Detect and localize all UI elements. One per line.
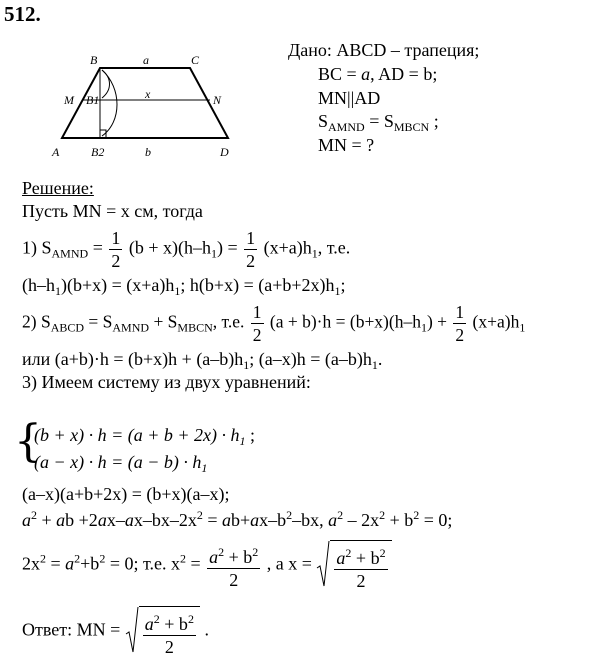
system-eq-2: $(a - x) \cdot h = (a - b) \cdot h_1$: [34, 452, 208, 475]
fraction-half-3: $\frac{1}{2}$: [252, 302, 262, 345]
given-line-3: MN||AD: [318, 88, 381, 108]
label-d: D: [220, 145, 229, 159]
solution-line-8: $a^2$ + ab $+2ax-ax-bx-2x^2 = ab+ax-b^2-bx$, $a^2 - 2x^2 + b^2 = 0$;: [22, 508, 453, 530]
solution-line-6: 3) Имеем систему из двух уравнений:: [22, 372, 311, 392]
system-brace: {: [14, 416, 42, 467]
label-b2: B2: [91, 145, 105, 159]
answer-line: Ответ: MN = $\frac{a^2 + b^2}{2}$ .: [22, 606, 209, 657]
solution-line-3: $(h-h_1)(b+x) = (x+a)h_1$; $h(b+x) = (a+b+2x)h_1$;: [22, 275, 346, 298]
given-line-1: Дано: ABCD – трапеция;: [288, 40, 480, 60]
label-n: N: [213, 93, 222, 107]
sqrt-answer: $\frac{a^2 + b^2}{2}$: [125, 606, 200, 657]
label-b1: B1: [86, 93, 100, 107]
given-line-4: $S_{AMND} = S_{MBCN}$ ;: [318, 111, 439, 134]
label-b: B: [90, 53, 98, 67]
arc-h1: [102, 70, 110, 98]
problem-number: 512.: [4, 2, 41, 26]
label-c: C: [191, 53, 200, 67]
label-m: M: [64, 93, 74, 107]
solution-line-7: (a–x)(a+b+2x) = (b+x)(a–x);: [22, 484, 230, 504]
given-line-5: MN = ?: [318, 135, 375, 155]
fraction-x-squared: $\frac{a^2 + b^2}{2}$: [207, 542, 260, 590]
label-x: x: [145, 87, 151, 101]
fraction-half-1: $\frac{1}{2}$: [111, 228, 121, 271]
solution-line-4: 2) $S_{ABCD} = S_{AMND} + S_{MBCN}$, т.е. $\frac{1}{2}$ $(a + b)\cdot h = (b+x)(h-h_1)$ + $\frac{1}{2}$ $(x+a)h_1$: [22, 302, 526, 345]
fraction-half-4: $\frac{1}{2}$: [455, 302, 465, 345]
solution-line-2: 1) $S_{AMND}$ = $\frac{1}{2}$ $(b + x)(h-h_1)$ = $\frac{1}{2}$ $(x+a)h_1$, т.е.: [22, 228, 351, 271]
solution-line-5: или $(a+b)\cdot h = (b+x)h + (a-b)h_1$; $(a-x)h = (a-b)h_1$.: [22, 349, 383, 372]
arc-h: [102, 70, 117, 136]
fraction-half-2: $\frac{1}{2}$: [246, 228, 256, 271]
solution-heading: Решение:: [22, 178, 94, 198]
trapezoid-figure: [50, 50, 280, 162]
system-eq-1: $(b + x) \cdot h = (a + b + 2x) \cdot h_1$ ;: [34, 425, 256, 448]
solution-line-1: Пусть MN = x см, тогда: [22, 201, 203, 221]
label-b-small: b: [145, 145, 151, 159]
solution-line-9: $2x^2 = a^2+b^2 = 0$; т.е. $x^2$ = $\frac{a^2 + b^2}{2}$ , а x = $\frac{a^2 + b^2}{2}$: [22, 540, 392, 591]
label-a: A: [52, 145, 60, 159]
given-line-2: BC = a, AD = b;: [318, 64, 438, 84]
sqrt-x: $\frac{a^2 + b^2}{2}$: [316, 540, 391, 591]
label-a-small: a: [143, 53, 149, 67]
